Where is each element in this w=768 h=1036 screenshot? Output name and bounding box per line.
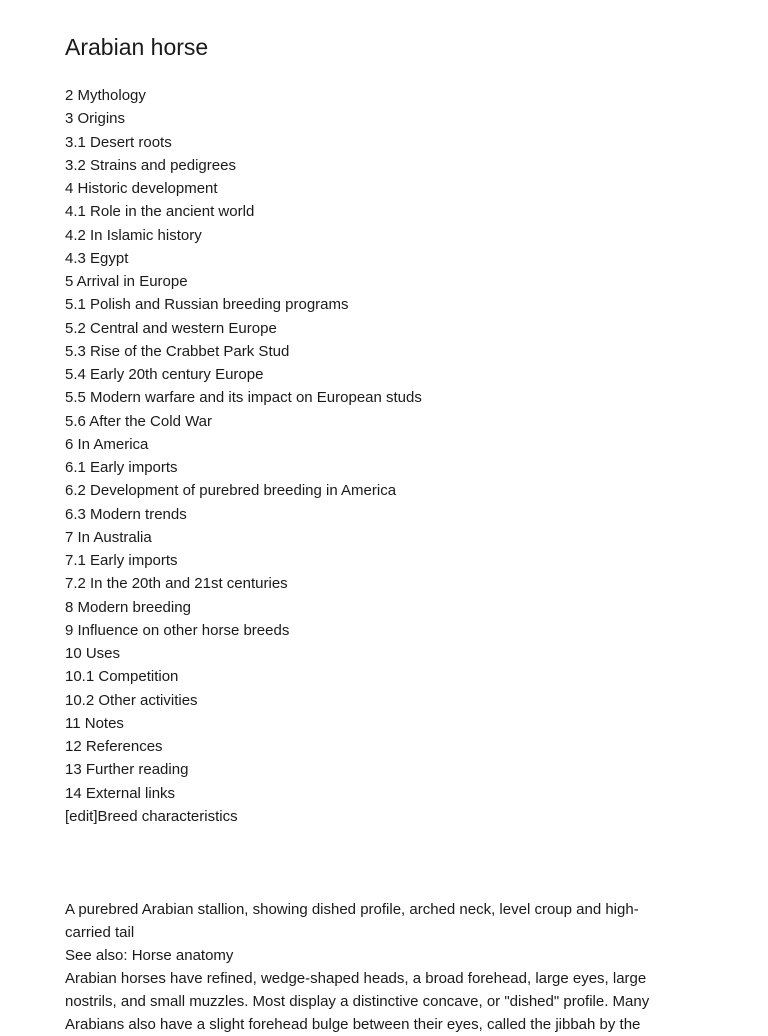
toc-item: 6 In America	[65, 435, 149, 453]
toc-item: 5.1 Polish and Russian breeding programs	[65, 296, 349, 314]
toc-item: 3.2 Strains and pedigrees	[65, 156, 236, 174]
toc-item: 11 Notes	[65, 714, 124, 732]
toc-item: 5 Arrival in Europe	[65, 273, 188, 290]
toc-item: 5.2 Central and western Europe	[65, 319, 277, 337]
toc-item: 14 External links	[65, 784, 176, 802]
toc-item: 13 Further reading	[65, 761, 189, 779]
image-caption: A purebred Arabian stallion, showing dished profile, arched neck, level croup and high-carried tail	[65, 901, 639, 941]
toc-item: 5.3 Rise of the Crabbet Park Stud	[65, 342, 290, 360]
toc-item: 7 In Australia	[65, 528, 152, 546]
toc-item: 3.1 Desert roots	[65, 133, 172, 151]
toc-item: 4.2 In Islamic history	[65, 226, 202, 244]
article-body	[65, 898, 677, 1036]
toc-item: 2 Mythology	[65, 87, 146, 104]
toc-item: 10.2 Other activities	[65, 691, 198, 709]
toc-item: 5.4 Early 20th century Europe	[65, 366, 264, 383]
toc-item: 3 Origins	[65, 110, 126, 128]
toc-item: 6.3 Modern trends	[65, 505, 187, 523]
toc-item: 10.1 Competition	[65, 668, 179, 686]
see-also-note: See also: Horse anatomy	[65, 947, 234, 964]
toc-item: 4.1 Role in the ancient world	[65, 203, 255, 221]
toc-item: 4 Historic development	[65, 180, 218, 197]
toc-item: 9 Influence on other horse breeds	[65, 621, 290, 639]
toc-item: 7.1 Early imports	[65, 552, 178, 569]
section-heading-breed-characteristics: [edit]Breed characteristics	[65, 807, 238, 825]
toc-item: 8 Modern breeding	[65, 598, 191, 616]
toc-item: 5.6 After the Cold War	[65, 412, 213, 430]
toc-item: 10 Uses	[65, 645, 121, 662]
toc-item: 6.1 Early imports	[65, 459, 178, 476]
body-paragraph: Arabian horses have refined, wedge-shaped heads, a broad forehead, large eyes, large nostrils, and small muzzles. Most display a distinctive concave, or "dished" profile. Many Arabians also have a slight forehead bulge between their eyes, called the jibbah by the	[65, 970, 650, 1033]
toc-item: 6.2 Development of purebred breeding in America	[65, 482, 397, 500]
toc-item: 7.2 In the 20th and 21st centuries	[65, 575, 288, 593]
table-of-contents	[65, 84, 422, 828]
toc-item: 4.3 Egypt	[65, 249, 129, 267]
page-title: Arabian horse	[65, 34, 209, 60]
toc-item: 12 References	[65, 738, 163, 755]
toc-item: 5.5 Modern warfare and its impact on European studs	[65, 389, 422, 407]
